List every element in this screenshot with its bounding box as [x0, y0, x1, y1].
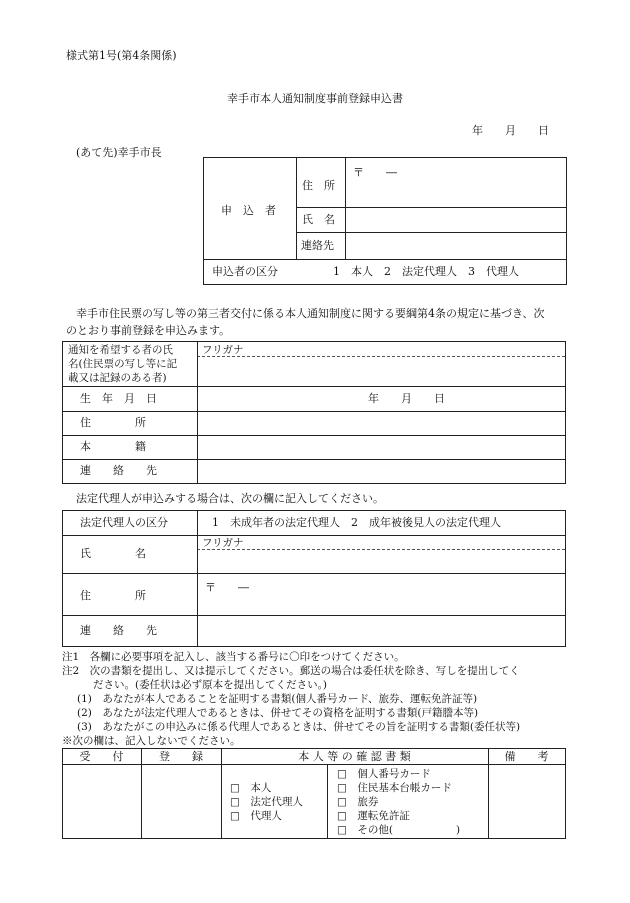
- office-doc-mynumber[interactable]: □ 個人番号カード: [337, 768, 431, 780]
- note-2b: ださい。(委任状は必ず原本を提出してください。): [93, 679, 327, 691]
- legal-rep-postal-mark: 〒 ―: [205, 581, 249, 594]
- applicant-category-options[interactable]: 1 本人 2 法定代理人 3 代理人: [333, 265, 519, 278]
- subject-contact-field[interactable]: [198, 460, 564, 482]
- applicant-name-field[interactable]: [346, 208, 565, 231]
- legal-rep-address-label: 住 所: [80, 589, 146, 602]
- legal-rep-name-field[interactable]: [198, 550, 564, 572]
- note-item-2: (2) あなたが法定代理人であるときは、併せてその資格を証明する書類(戸籍謄本等): [77, 707, 479, 719]
- note-2a: 注2 次の書類を提出し、又は提示してください。郵送の場合は委任状を除き、写しを提出してく: [62, 665, 520, 677]
- date-line: 年 月 日: [472, 124, 549, 137]
- office-col-receipt: 受 付: [79, 750, 124, 763]
- legal-rep-address-field[interactable]: [198, 574, 564, 614]
- legal-rep-contact-label: 連 絡 先: [80, 624, 157, 637]
- note-item-1: (1) あなたが本人であることを証明する書類(個人番号カード、旅券、運転免許証等): [77, 693, 478, 705]
- office-col-remarks: 備 考: [504, 750, 549, 763]
- legal-rep-name-label: 氏 名: [80, 547, 146, 560]
- applicant-postal-mark: 〒 ―: [353, 166, 397, 179]
- office-doc-resident-card[interactable]: □ 住民基本台帳カード: [337, 782, 452, 794]
- subject-furigana-label: フリガナ: [202, 344, 244, 356]
- office-doc-license[interactable]: □ 運転免許証: [337, 810, 410, 822]
- office-doc-passport[interactable]: □ 旅券: [337, 796, 379, 808]
- office-col-docs: 本 人 等 の 確 認 書 類: [298, 750, 411, 763]
- subject-domicile-label: 本 籍: [80, 440, 146, 453]
- intro-line-2: のとおり事前登録を申込みます。: [66, 324, 231, 337]
- office-type-agent[interactable]: □ 代理人: [230, 810, 282, 822]
- page-title: 幸手市本人通知制度事前登録申込書: [227, 92, 403, 105]
- applicant-contact-label: 連絡先: [301, 239, 334, 252]
- applicant-group-label: 申 込 者: [221, 204, 276, 217]
- applicant-name-label: 氏 名: [302, 213, 335, 226]
- subject-name-label-1: 通知を希望する者の氏: [68, 344, 173, 356]
- office-doc-other[interactable]: □ その他( ): [337, 824, 461, 836]
- legal-rep-instruction: 法定代理人が申込みする場合は、次の欄に記入してください。: [76, 492, 384, 505]
- subject-name-label-3: 載又は記録のある者): [68, 372, 167, 384]
- legal-rep-category-options[interactable]: 1 未成年者の法定代理人 2 成年被後見人の法定代理人: [212, 516, 501, 529]
- subject-name-label-2: 名(住民票の写し等に記: [68, 358, 178, 370]
- office-col-register: 登 録: [159, 750, 203, 763]
- applicant-contact-field[interactable]: [346, 233, 565, 258]
- legal-rep-furigana-label: フリガナ: [202, 537, 244, 549]
- subject-domicile-field[interactable]: [198, 436, 564, 458]
- subject-address-field[interactable]: [198, 412, 564, 434]
- office-type-legal-rep[interactable]: □ 法定代理人: [230, 796, 303, 808]
- applicant-category-label: 申込者の区分: [212, 265, 278, 278]
- office-type-self[interactable]: □ 本人: [230, 782, 272, 794]
- subject-contact-label: 連 絡 先: [80, 464, 157, 477]
- form-number: 様式第1号(第4条関係): [66, 49, 177, 62]
- note-item-3: (3) あなたがこの申込みに係る代理人であるときは、併せてその旨を証明する書類(委任状等): [77, 721, 521, 733]
- subject-address-label: 住 所: [80, 416, 146, 429]
- note-1: 注1 各欄に必要事項を記入し、該当する番号に〇印をつけてください。: [62, 651, 405, 663]
- intro-line-1: 幸手市住民票の写し等の第三者交付に係る本人通知制度に関する要綱第4条の規定に基づき、次: [76, 307, 545, 320]
- subject-name-field[interactable]: [198, 357, 564, 385]
- applicant-address-label: 住 所: [302, 179, 335, 192]
- legal-rep-category-label: 法定代理人の区分: [80, 516, 168, 529]
- subject-dob-value[interactable]: 年 月 日: [368, 392, 445, 405]
- office-use-note: ※次の欄は、記入しないでください。: [62, 735, 241, 747]
- legal-rep-contact-field[interactable]: [198, 616, 564, 645]
- addressee: (あて先)幸手市長: [76, 146, 162, 159]
- subject-dob-label: 生 年 月 日: [80, 392, 157, 405]
